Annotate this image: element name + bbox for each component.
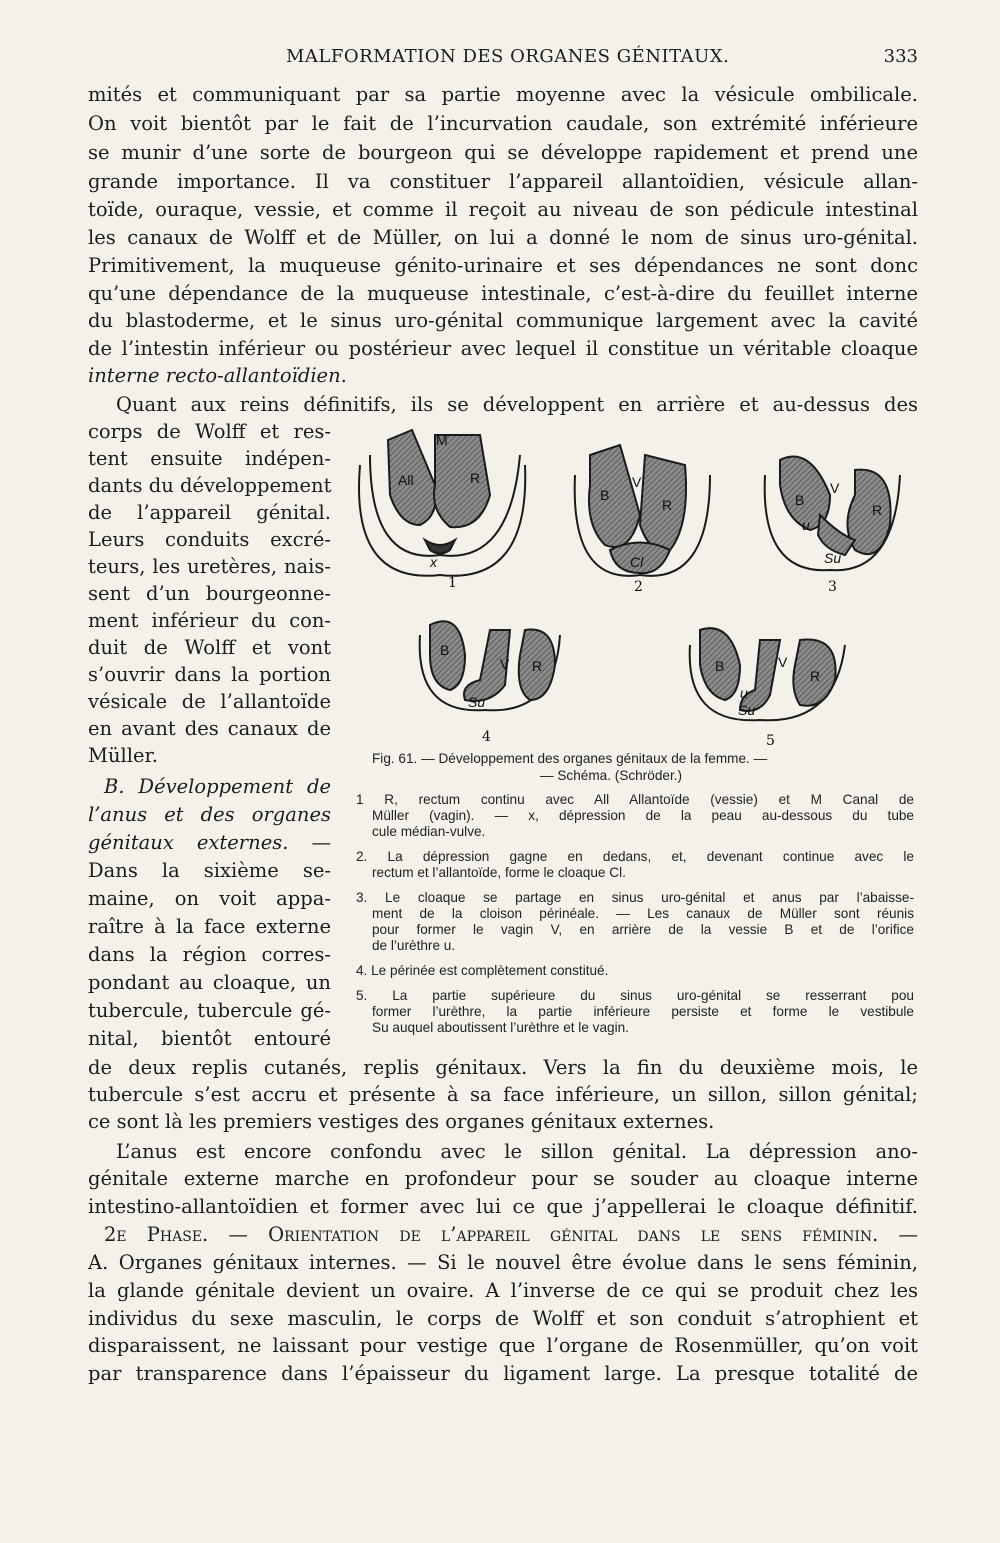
text-line: On voit bientôt par le fait de l’incurvation caudale, son extrémité inférieure: [88, 112, 918, 135]
text-line: mités et communiquant par sa partie moyenne avec la vésicule ombilicale.: [88, 83, 918, 106]
diagram-number-4: 4: [482, 729, 491, 745]
text-line: l’anus et des organes: [88, 803, 331, 826]
text-line: la glande génitale devient un ovaire. A l’inverse de ce qui se produit chez les: [88, 1279, 918, 1302]
label-r2: R: [662, 497, 673, 513]
label-su5: Su: [738, 702, 756, 718]
label-cl: Cl: [630, 554, 644, 570]
caption-title-2: — Schéma. (Schröder.): [540, 768, 683, 783]
caption-item-line: 1 R, rectum continu avec All Allantoïde (vessie) et M Canal de: [356, 792, 914, 807]
label-v3: V: [830, 480, 840, 496]
text-line: sent d’un bourgeonne-: [88, 582, 331, 605]
caption-item-line: pour former le vagin V, en arrière de la vessie B et de l’orifice: [372, 922, 914, 937]
text-line: grande importance. Il va constituer l’appareil allantoïdien, vésicule allan-: [88, 170, 918, 193]
text-line: raître à la face externe: [88, 915, 331, 938]
text-line: en avant des canaux de: [88, 717, 331, 740]
text-line: Müller.: [88, 744, 158, 767]
caption-title: Fig. 61. — Développement des organes génitaux de la femme. —: [372, 751, 768, 766]
label-all: All: [398, 472, 414, 488]
diagram-number-5: 5: [766, 733, 775, 749]
text-line: interne recto-allantoïdien.: [88, 364, 347, 387]
text-line: dans la région corres-: [88, 943, 331, 966]
label-v4: V: [500, 656, 510, 672]
label-r5: R: [810, 668, 821, 684]
label-v2: V: [632, 474, 642, 490]
text-line: A. Organes génitaux internes. — Si le nouvel être évolue dans le sens féminin,: [88, 1251, 918, 1274]
text-line: vésicale de l’allantoïde: [88, 690, 331, 713]
caption-item-line: 2. La dépression gagne en dedans, et, devenant continue avec le: [356, 849, 914, 864]
caption-item-line: 3. Le cloaque se partage en sinus uro-génital et anus par l’abaisse-: [356, 890, 914, 905]
running-title: MALFORMATION DES ORGANES GÉNITAUX.: [286, 46, 730, 67]
text-line: les canaux de Wolff et de Müller, on lui a donné le nom de sinus uro-génital.: [88, 226, 918, 249]
text-line: génitaux externes. —: [88, 831, 331, 854]
text-line: tent ensuite indépen-: [88, 447, 331, 470]
text-line: de l’appareil génital.: [88, 501, 331, 524]
text-line: de l’intestin inférieur ou postérieur avec lequel il constitue un véritable cloaque: [88, 337, 918, 360]
text-line: teurs, les uretères, nais-: [88, 555, 331, 578]
text-line: par transparence dans l’épaisseur du ligament large. La presque totalité de: [88, 1362, 918, 1385]
diagram-5: [690, 628, 845, 720]
text-line: se munir d’une sorte de bourgeon qui se développe rapidement et prend une: [88, 141, 918, 164]
caption-item-line: cule médian-vulve.: [372, 824, 486, 839]
text-line: nital, bientôt entouré: [88, 1027, 331, 1050]
caption-item-line: Su auquel aboutissent l’urèthre et le vagin.: [372, 1020, 629, 1035]
text-line: tubercule, tubercule gé-: [88, 999, 331, 1022]
text-line: Primitivement, la muqueuse génito-urinaire et ses dépendances ne sont donc: [88, 254, 918, 277]
caption-item-line: 5. La partie supérieure du sinus uro-génital se resserrant pou: [356, 988, 914, 1003]
text-line: s’ouvrir dans la portion: [88, 663, 331, 686]
label-b5: B: [715, 658, 725, 674]
text-line: maine, on voit appa-: [88, 887, 331, 910]
label-r3: R: [872, 502, 883, 518]
text-line: L’anus est encore confondu avec le sillon génital. La dépression ano-: [116, 1140, 918, 1163]
figure-61-diagram: [340, 415, 930, 755]
paragraph-2-first-line: Quant aux reins définitifs, ils se développent en arrière et au-dessus des: [116, 393, 918, 416]
text-line: disparaissent, ne laissant pour vestige que l’organe de Rosenmüller, qu’on voit: [88, 1334, 918, 1357]
caption-item-line: Müller (vagin). — x, dépression de la peau au-dessous du tube: [372, 808, 914, 823]
label-b4: B: [440, 642, 450, 658]
label-r4: R: [532, 658, 543, 674]
caption-item-line: former l’urèthre, la partie inférieure persiste et forme le vestibule: [372, 1004, 914, 1019]
text-line: 2e Phase. — Orientation de l’appareil génital dans le sens féminin. —: [104, 1223, 918, 1246]
label-x: x: [430, 554, 437, 570]
text-line: dants du développement: [88, 474, 332, 497]
text-line: qu’une dépendance de la muqueuse intestinale, c’est-à-dire du feuillet interne: [88, 282, 918, 305]
text-line: duit de Wolff et vont: [88, 636, 331, 659]
page-number: 333: [883, 46, 918, 67]
text-line: ment inférieur du con-: [88, 609, 331, 632]
caption-item-line: ment de la cloison périnéale. — Les canaux de Müller sont réunis: [372, 906, 914, 921]
text-line: toïde, ouraque, vessie, et comme il reçoit au niveau de son pédicule intestinal: [88, 198, 918, 221]
text-line: tubercule s’est accru et présente à sa face inférieure, un sillon, sillon génital;: [88, 1083, 918, 1106]
text-line: individus du sexe masculin, le corps de Wolff et son conduit s’atrophient et: [88, 1307, 918, 1330]
diagram-number-1: 1: [448, 575, 457, 591]
text-line: Dans la sixième se-: [88, 859, 331, 882]
diagram-number-2: 2: [634, 579, 643, 595]
text-line: corps de Wolff et res-: [88, 420, 331, 443]
running-header: [88, 46, 918, 76]
text-line: Leurs conduits excré-: [88, 528, 331, 551]
label-v5: V: [778, 654, 788, 670]
label-m: M: [436, 432, 448, 448]
label-b2: B: [600, 487, 610, 503]
caption-item-line: rectum et l’allantoïde, forme le cloaque Cl.: [372, 865, 626, 880]
text-line: ce sont là les premiers vestiges des organes génitaux externes.: [88, 1110, 715, 1133]
diagram-1: [359, 430, 525, 576]
label-b3: B: [795, 492, 805, 508]
text-line: pondant au cloaque, un: [88, 971, 331, 994]
label-su4: Su: [468, 694, 486, 710]
text-line: du blastoderme, et le sinus uro-génital communique largement avec la cavité: [88, 309, 918, 332]
caption-item-line: 4. Le périnée est complètement constitué.: [356, 963, 609, 978]
text-line: B. Développement de: [104, 775, 331, 798]
caption-item-line: de l’urèthre u.: [372, 938, 456, 953]
text-line: de deux replis cutanés, replis génitaux. Vers la fin du deuxième mois, le: [88, 1056, 918, 1079]
diagram-number-3: 3: [828, 579, 837, 595]
label-r1: R: [470, 470, 481, 486]
label-su3: Su: [824, 550, 842, 566]
label-u5: u: [740, 685, 748, 701]
text-line: intestino-allantoïdien et former avec lui ce que j’appellerai le cloaque définitif.: [88, 1195, 918, 1218]
text-line: génitale externe marche en profondeur pour se souder au cloaque interne: [88, 1167, 918, 1190]
label-u3: u: [802, 517, 810, 533]
